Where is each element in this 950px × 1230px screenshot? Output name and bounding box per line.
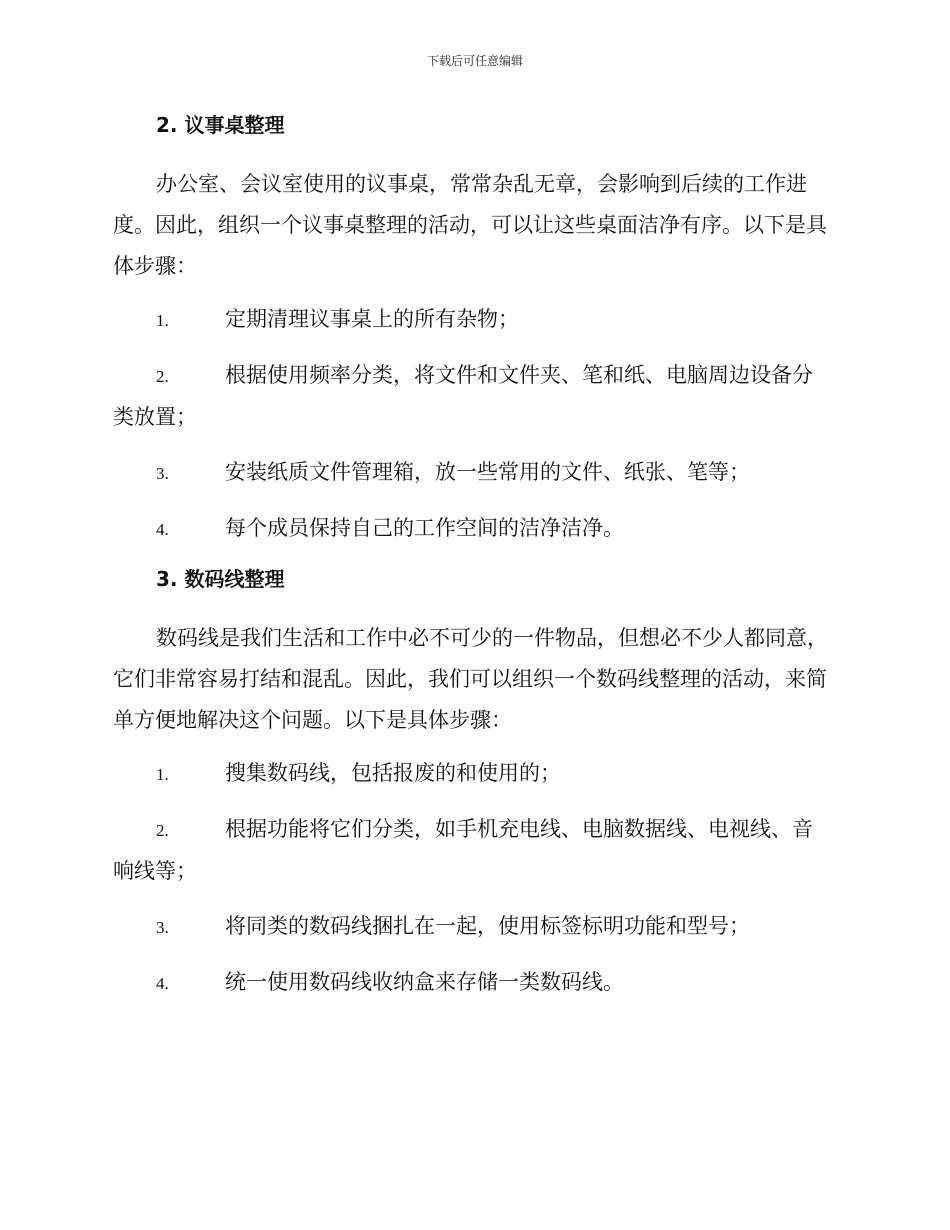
- list-item: [113, 809, 833, 892]
- section-paragraph: 办公室、会议室使用的议事桌，常常杂乱无章，会影响到后续的工作进度。因此，组织一个议事桌整理的活动，可以让这些桌面洁净有序。以下是具体步骤：: [113, 172, 827, 278]
- list-item: [113, 906, 833, 948]
- list-item: [113, 508, 833, 550]
- section-desk: [113, 110, 833, 550]
- page-header-note: 下载后可任意编辑: [426, 54, 523, 68]
- list-text: 定期清理议事桌上的所有杂物；: [225, 307, 519, 331]
- list-number: 1.: [156, 311, 169, 330]
- list-text: 将同类的数码线捆扎在一起，使用标签标明功能和型号；: [225, 914, 750, 938]
- list-text: 根据功能将它们分类，如手机充电线、电脑数据线、电视线、音响线等；: [113, 817, 813, 883]
- list-number: 1.: [156, 765, 169, 784]
- document-body: [113, 110, 833, 1018]
- list-item: [113, 299, 833, 341]
- list-text: 安装纸质文件管理箱，放一些常用的文件、纸张、笔等；: [225, 460, 750, 484]
- list-text: 搜集数码线，包括报废的和使用的；: [225, 761, 561, 785]
- list-number: 3.: [156, 918, 169, 937]
- list-number: 3.: [156, 464, 169, 483]
- list-number: 2.: [156, 367, 169, 386]
- list-number: 4.: [156, 520, 169, 539]
- list-item: [113, 355, 833, 438]
- list-text: 统一使用数码线收纳盒来存储一类数码线。: [225, 970, 624, 994]
- list-number: 2.: [156, 821, 169, 840]
- section-title: 3. 数码线整理: [156, 567, 285, 591]
- list-number: 4.: [156, 974, 169, 993]
- list-item: [113, 452, 833, 494]
- list-text: 每个成员保持自己的工作空间的洁净洁净。: [225, 516, 624, 540]
- section-title: 2. 议事桌整理: [156, 113, 285, 137]
- list-text: 根据使用频率分类，将文件和文件夹、笔和纸、电脑周边设备分类放置；: [113, 363, 813, 429]
- section-paragraph: 数码线是我们生活和工作中必不可少的一件物品，但想必不少人都同意，它们非常容易打结和混乱。因此，我们可以组织一个数码线整理的活动，来简单方便地解决这个问题。以下是具体步骤：: [113, 626, 828, 732]
- list-item: [113, 753, 833, 795]
- list-item: [113, 962, 833, 1004]
- section-cables: [113, 564, 833, 1004]
